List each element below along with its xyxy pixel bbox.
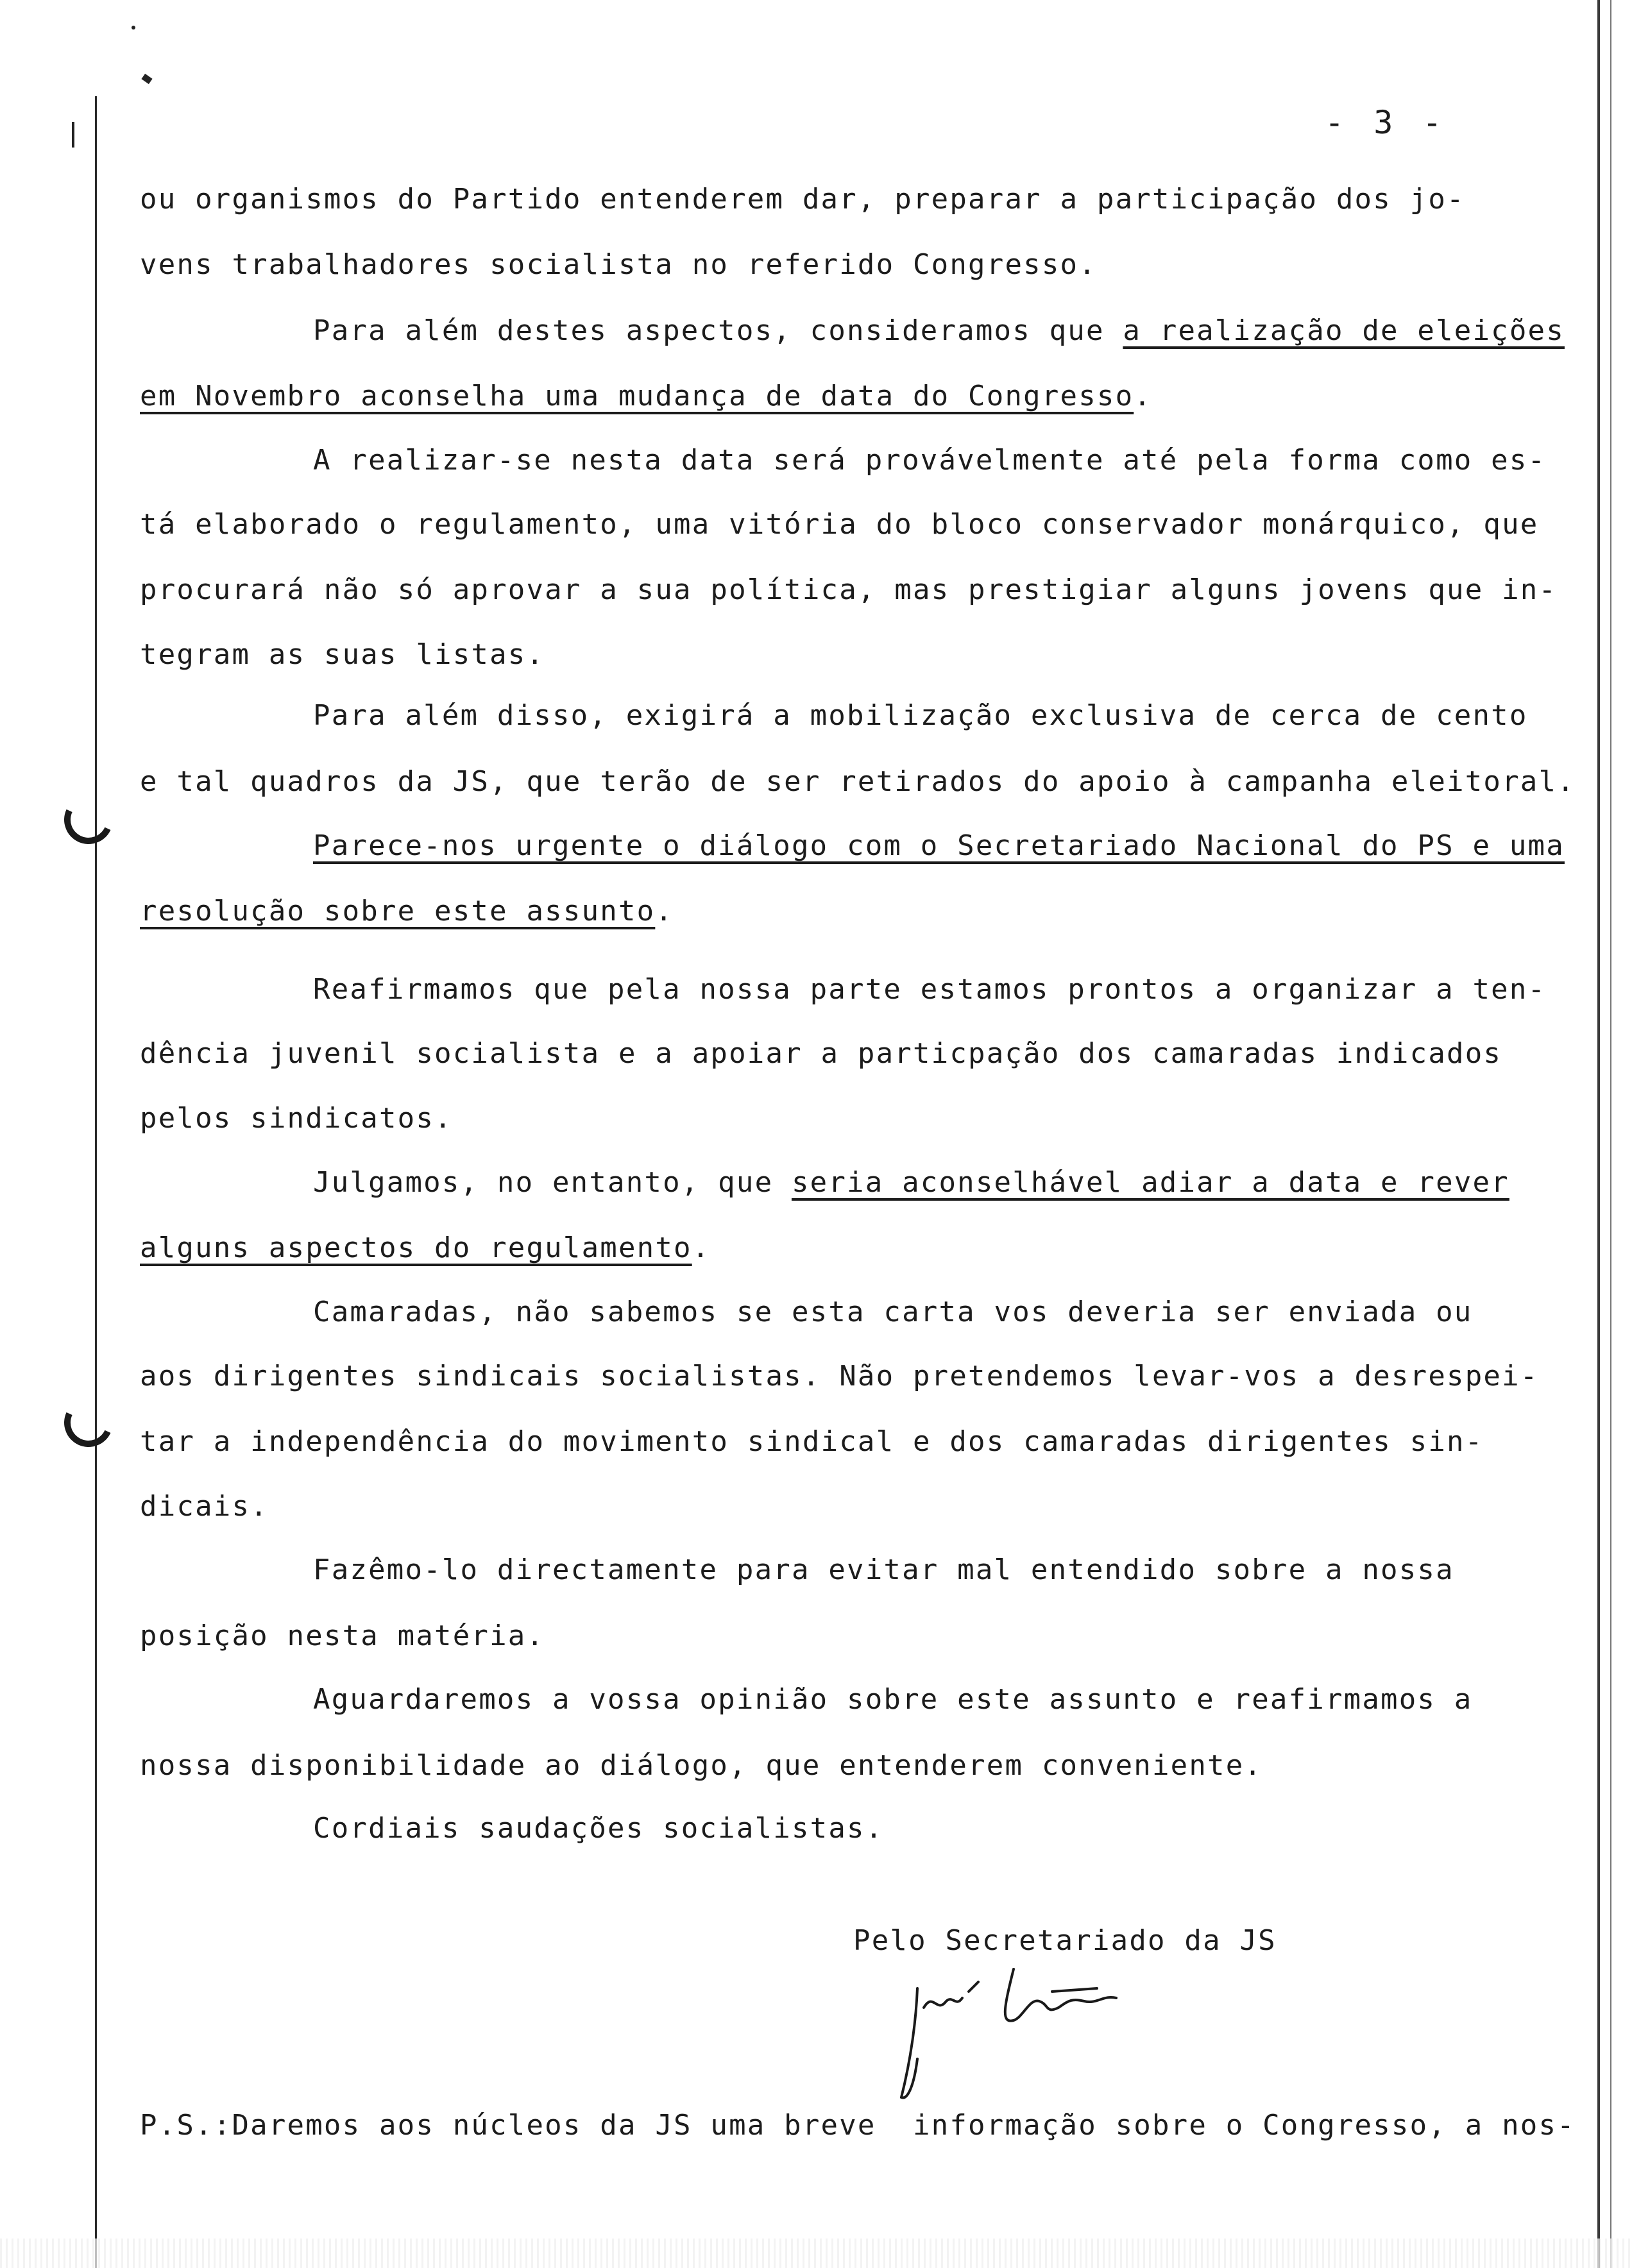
text-line: Aguardaremos a vossa opinião sobre este assunto e reafirmamos a: [313, 1683, 1473, 1716]
scan-artifact-strip: [0, 2238, 1632, 2268]
underlined-text: a realização de eleições: [1123, 314, 1565, 347]
text-line: tar a independência do movimento sindical e dos camaradas dirigentes sin-: [140, 1425, 1484, 1458]
underlined-text: resolução sobre este assunto: [140, 895, 656, 927]
text-segment: Julgamos, no entanto, que: [313, 1166, 792, 1199]
handwritten-signature: [892, 1963, 1142, 2110]
text-line: [313, 314, 1565, 347]
scan-speck: [72, 122, 74, 148]
scan-speck: [141, 74, 152, 84]
page-number: - 3 -: [1325, 104, 1447, 141]
text-line: [313, 829, 1565, 862]
underlined-text: seria aconselhável adiar a data e rever: [791, 1166, 1509, 1199]
text-line: A realizar-se nesta data será provávelmente até pela forma como es-: [313, 444, 1547, 477]
text-segment: .: [655, 895, 674, 927]
text-line: Fazêmo-lo directamente para evitar mal entendido sobre a nossa: [313, 1553, 1454, 1586]
text-line: dência juvenil socialista e a apoiar a particpação dos camaradas indicados: [140, 1037, 1502, 1070]
underlined-text: Parece-nos urgente o diálogo com o Secretariado Nacional do PS e uma: [313, 829, 1565, 862]
punch-hole-upper: [57, 788, 119, 851]
text-line: Reafirmamos que pela nossa parte estamos prontos a organizar a ten-: [313, 973, 1547, 1006]
text-line: [140, 380, 1152, 412]
underlined-text: alguns aspectos do regulamento: [140, 1231, 692, 1264]
binder-margin-line: [95, 96, 97, 2268]
text-segment: .: [1134, 380, 1152, 412]
text-line: Camaradas, não sabemos se esta carta vos deveria ser enviada ou: [313, 1296, 1473, 1328]
punch-hole-lower: [57, 1391, 119, 1453]
page-edge-shadow-secondary: [1610, 0, 1611, 2268]
scan-speck: [132, 26, 135, 30]
closing-line: Cordiais saudações socialistas.: [313, 1812, 884, 1845]
text-line: posição nesta matéria.: [140, 1620, 545, 1652]
text-line: aos dirigentes sindicais socialistas. Não pretendemos levar-vos a desrespei-: [140, 1360, 1539, 1392]
text-line: [313, 1166, 1509, 1199]
postscript-line: P.S.:Daremos aos núcleos da JS uma breve informação sobre o Congresso, a nos-: [140, 2109, 1576, 2142]
text-line: [140, 895, 674, 927]
underlined-text: em Novembro aconselha uma mudança de data do Congresso: [140, 380, 1134, 412]
text-line: vens trabalhadores socialista no referido Congresso.: [140, 248, 1097, 281]
text-line: ou organismos do Partido entenderem dar, preparar a participação dos jo-: [140, 183, 1465, 216]
text-segment: Para além destes aspectos, consideramos que: [313, 314, 1123, 347]
text-line: dicais.: [140, 1490, 269, 1523]
text-line: [140, 1231, 710, 1264]
text-line: Para além disso, exigirá a mobilização exclusiva de cerca de cento: [313, 699, 1528, 732]
text-line: e tal quadros da JS, que terão de ser retirados do apoio à campanha eleitoral.: [140, 765, 1576, 798]
text-line: tá elaborado o regulamento, uma vitória do bloco conservador monárquico, que: [140, 508, 1539, 541]
page-edge-shadow: [1597, 0, 1600, 2268]
signature-label: Pelo Secretariado da JS: [853, 1924, 1277, 1957]
text-line: nossa disponibilidade ao diálogo, que entenderem conveniente.: [140, 1749, 1263, 1782]
text-segment: .: [692, 1231, 711, 1264]
text-line: tegram as suas listas.: [140, 638, 545, 671]
text-line: procurará não só aprovar a sua política, mas prestigiar alguns jovens que in-: [140, 573, 1558, 606]
text-line: pelos sindicatos.: [140, 1102, 453, 1135]
